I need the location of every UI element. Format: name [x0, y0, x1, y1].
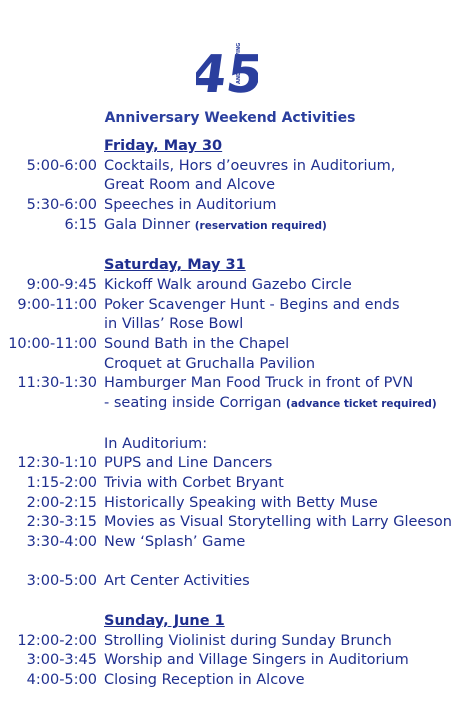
event-text: Closing Reception in Alcove: [104, 671, 305, 688]
event-text: Sound Bath in the Chapel: [104, 336, 290, 353]
event-time: 12:30-1:10: [17, 455, 97, 472]
event-note: (advance ticket required): [286, 398, 437, 411]
event-note: (reservation required): [194, 219, 327, 232]
event-text: Movies as Visual Storytelling with Larry Gleeson: [104, 514, 452, 531]
event-text: Art Center Activities: [104, 573, 250, 590]
auditorium-label: In Auditorium:: [104, 435, 208, 452]
event-text: in Villas’ Rose Bowl: [104, 316, 244, 333]
event-time: 10:00-11:00: [8, 336, 97, 353]
event-text: Historically Speaking with Betty Muse: [104, 494, 378, 511]
schedule: [0, 137, 460, 691]
event-text: Worship and Village Singers in Auditorium: [104, 652, 409, 669]
event-text: Poker Scavenger Hunt - Begins and ends: [104, 296, 400, 313]
event-row: [0, 276, 460, 296]
event-time: 3:00-3:45: [26, 652, 97, 669]
spacer: [0, 553, 460, 573]
event-text: PUPS and Line Dancers: [104, 455, 273, 472]
event-time: 9:00-11:00: [17, 296, 97, 313]
spacer: [0, 237, 460, 257]
event-time: 9:00-9:45: [26, 276, 97, 293]
event-text: Speeches in Auditorium: [104, 197, 277, 214]
day-title: Sunday, June 1: [104, 612, 225, 629]
event-row: [0, 157, 460, 177]
event-row: [0, 651, 460, 671]
event-row: [0, 671, 460, 691]
event-row: [0, 513, 460, 533]
event-time: 1:15-2:00: [26, 474, 97, 491]
anniversary-45-logo: [196, 36, 258, 100]
event-row: [0, 335, 460, 355]
event-row-continued: [0, 315, 460, 335]
event-time: 3:00-5:00: [26, 573, 97, 590]
event-time: 11:30-1:30: [17, 375, 97, 392]
event-text: New ‘Splash’ Game: [104, 534, 246, 551]
event-time: 4:00-5:00: [26, 671, 97, 688]
event-text: Great Room and Alcove: [104, 177, 276, 194]
event-time: 5:30-6:00: [26, 197, 97, 214]
event-row: [0, 494, 460, 514]
day-title: Saturday, May 31: [104, 257, 246, 274]
event-row: [0, 216, 460, 237]
logo-number: 45: [196, 45, 258, 100]
event-row: [0, 533, 460, 553]
event-time: 12:00-2:00: [17, 632, 97, 649]
event-text: - seating inside Corrigan: [104, 395, 282, 412]
day-title: Friday, May 30: [104, 138, 223, 154]
event-text: Croquet at Gruchalla Pavilion: [104, 355, 316, 372]
spacer: [0, 415, 460, 435]
event-time: 6:15: [64, 216, 97, 233]
event-row: [0, 296, 460, 316]
event-time: 2:00-2:15: [26, 494, 97, 511]
event-time: 2:30-3:15: [26, 514, 97, 531]
event-text: Kickoff Walk around Gazebo Circle: [104, 276, 352, 293]
event-row-continued: [0, 394, 460, 415]
event-row: [0, 454, 460, 474]
day-header-sunday: [0, 612, 460, 632]
event-row: [0, 196, 460, 216]
event-text: Cocktails, Hors d’oeuvres in Auditorium,: [104, 157, 396, 174]
day-header-friday: [0, 137, 460, 157]
page-title: Anniversary Weekend Activities: [104, 110, 356, 126]
event-time: 5:00-6:00: [26, 157, 97, 174]
event-row-continued: [0, 176, 460, 196]
event-text: Trivia with Corbet Bryant: [104, 474, 284, 491]
event-row: [0, 632, 460, 652]
event-text: Hamburger Man Food Truck in front of PVN: [104, 375, 414, 392]
event-time: 3:30-4:00: [26, 534, 97, 551]
event-text: Gala Dinner: [104, 216, 191, 233]
event-row: [0, 572, 460, 592]
logo-graphic: [196, 36, 258, 100]
auditorium-label-row: [0, 435, 460, 455]
spacer: [0, 592, 460, 612]
logo-tagline: AND THRIVING: [236, 42, 242, 84]
event-text: Strolling Violinist during Sunday Brunch: [104, 632, 392, 649]
event-row: [0, 374, 460, 394]
event-row: [0, 474, 460, 494]
day-header-saturday: [0, 256, 460, 276]
event-row-continued: [0, 355, 460, 375]
